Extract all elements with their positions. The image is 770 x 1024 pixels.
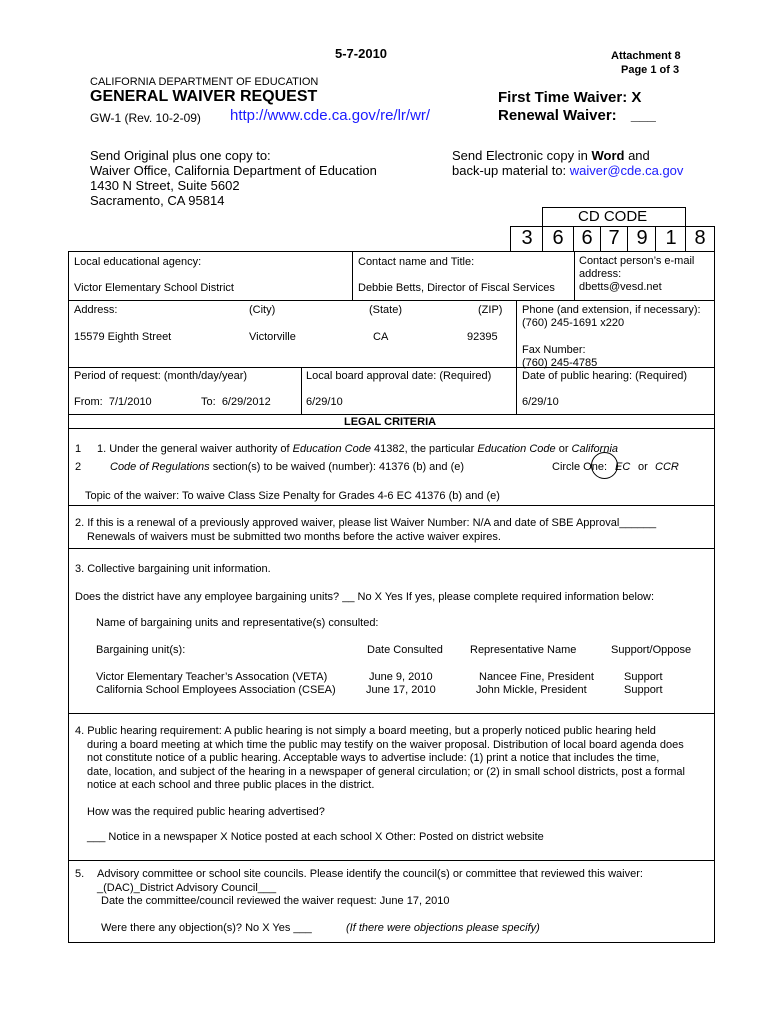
col-representative: Representative Name [470,644,577,656]
q5-line-3: Date the committee/council reviewed the waiver request: June 17, 2010 [101,895,450,907]
waiver-url-link[interactable]: http://www.cde.ca.gov/re/lr/wr/ [230,107,431,124]
cd-digit: 6 [552,227,564,249]
legal-line-1: 1. Under the general waiver authority of Education Code 41382, the particular Education Code or California [97,443,619,455]
fax-value: (760) 245-4785 [522,357,598,369]
form-title: GENERAL WAIVER REQUEST [90,88,318,105]
date-consulted: June 17, 2010 [366,684,436,696]
legal-num-2: 2 [75,461,82,473]
cd-digit: 1 [665,227,677,249]
legal-line-2: Code of Regulations section(s) to be waived (number): 41376 (b) and (e) [110,461,465,473]
ccr-option: CCR [655,461,679,473]
city-label: (City) [249,304,276,316]
email-value: dbetts@vesd.net [579,281,662,293]
send-line: Send Original plus one copy to: [90,148,271,163]
support-value: Support [624,671,663,683]
q5-specify: (If there were objections please specify) [346,922,540,934]
hearing-date-label: Date of public hearing: (Required) [522,370,688,382]
lea-value: Victor Elementary School District [74,282,234,294]
department-name: CALIFORNIA DEPARTMENT OF EDUCATION [90,76,319,88]
q4-answer: ___ Notice in a newspaper X Notice posted at each school X Other: Posted on district website [87,831,544,843]
lea-label: Local educational agency: [74,256,202,268]
q4-text: 4. Public hearing requirement: A public hearing is not simply a board meeting, but a properly noticed public hearing held during a board meeting at which time the public may testify on the waiver proposal. Distribution of local board agenda does not constitute notice of a public hearing. Acceptable ways to advertise include: (1) print a notice that includes the time, date, location, and subject of the hearing in a newspaper of general circulation; or (2) in small school districts, post a formal notice at each school and three public places in the district. [75,725,685,791]
cd-digit: 8 [694,227,706,249]
renewal-waiver: Renewal Waiver: ___ [498,107,656,124]
hearing-date-value: 6/29/10 [522,396,559,408]
send-line: 1430 N Street, Suite 5602 [90,178,240,193]
state-label: (State) [369,304,403,316]
date-consulted: June 9, 2010 [369,671,433,683]
form-date: 5-7-2010 [335,46,388,61]
q4-how-label: How was the required public hearing advertised? [87,806,325,818]
ec-circle-mark [591,452,618,479]
ec-option: EC [615,461,631,473]
circle-one-label: Circle One: [552,461,608,473]
fax-label: Fax Number: [522,344,586,356]
email-label: address: [579,268,622,280]
page-number: Page 1 of 3 [621,64,680,76]
q2-line-1: 2. If this is a renewal of a previously approved waiver, please list Waiver Number: N/A and date of SBE Approval______ [75,517,657,529]
phone-value: (760) 245-1691 x220 [522,317,625,329]
legal-num-1: 1 [75,443,82,455]
attachment-label: Attachment 8 [611,50,681,62]
waiver-topic: Topic of the waiver: To waive Class Size Penalty for Grades 4-6 EC 41376 (b) and (e) [85,490,500,502]
street-value: 15579 Eighth Street [74,331,172,343]
representative-name: John Mickle, President [476,684,587,696]
phone-block [522,304,701,330]
period-label: Period of request: (month/day/year) [74,370,248,382]
or-text: or [638,461,648,473]
cd-digit: 9 [636,227,648,249]
zip-label: (ZIP) [478,304,503,316]
cd-digit: 3 [521,227,533,249]
representative-name: Nancee Fine, President [479,671,594,683]
email-block [579,255,694,294]
waiver-email-link[interactable]: waiver@cde.ca.gov [569,163,684,178]
contact-label: Contact name and Title: [358,256,475,268]
q3-names-label: Name of bargaining units and representative(s) consulted: [96,617,379,629]
board-approval-value: 6/29/10 [306,396,343,408]
board-approval-label: Local board approval date: (Required) [306,370,492,382]
state-value: CA [373,331,389,343]
bargaining-unit: California School Employees Association (CSEA) [96,684,336,696]
zip-value: 92395 [467,331,498,343]
legal-criteria-heading: LEGAL CRITERIA [344,416,437,428]
send-electronic-block: Send Electronic copy in Word and back-up material to: waiver@cde.ca.gov [452,148,684,178]
cd-code-label: CD CODE [578,208,648,225]
col-date-consulted: Date Consulted [367,644,443,656]
q2-line-2: Renewals of waivers must be submitted two months before the active waiver expires. [87,531,501,543]
col-support-oppose: Support/Oppose [611,644,692,656]
support-value: Support [624,684,663,696]
bargaining-unit: Victor Elementary Teacher’s Assocation (VETA) [96,671,328,683]
q3-title: 3. Collective bargaining unit information. [75,563,271,575]
address-label: Address: [74,304,118,316]
form-number: GW-1 (Rev. 10-2-09) [90,111,201,125]
period-to: To: 6/29/2012 [201,396,271,408]
email-label: Contact person’s e-mail [579,255,695,267]
q3-question: Does the district have any employee bargaining units? __ No X Yes If yes, please complete required information below: [75,591,655,603]
cd-digit: 7 [608,227,620,249]
col-bargaining-unit: Bargaining unit(s): [96,644,186,656]
cd-digit: 6 [581,227,593,249]
contact-value: Debbie Betts, Director of Fiscal Services [358,282,555,294]
send-original-block [90,148,377,208]
fax-block [522,344,597,370]
send-line: Sacramento, CA 95814 [90,193,225,208]
q5-line-1: Advisory committee or school site councils. Please identify the council(s) or committee that reviewed this waiver: [97,868,643,880]
city-value: Victorville [249,331,296,343]
first-time-waiver: First Time Waiver: X [498,89,642,106]
q5-line-2: _(DAC)_District Advisory Council___ [97,882,277,894]
q5-objection: Were there any objection(s)? No X Yes ___ [101,922,312,934]
phone-label: Phone (and extension, if necessary): [522,304,701,316]
period-from: From: 7/1/2010 [74,396,152,408]
q5-number: 5. [75,868,85,880]
send-line: Waiver Office, California Department of Education [90,163,377,178]
